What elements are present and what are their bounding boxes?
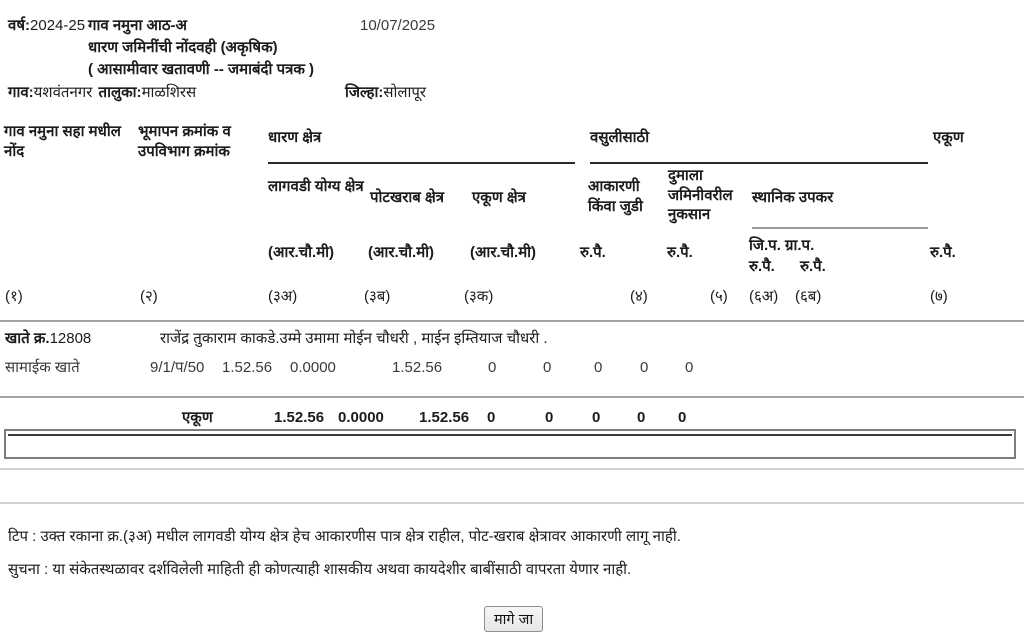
cell-dumala-loss: 0 bbox=[543, 359, 552, 376]
divider-footer-2 bbox=[0, 502, 1024, 504]
colnum-6a: (६अ) bbox=[749, 288, 779, 305]
total-cultivable-area: 1.52.56 bbox=[274, 409, 325, 426]
total-assessment: 0 bbox=[487, 409, 496, 426]
divider-footer-1 bbox=[0, 468, 1024, 470]
unit-rs-6b: रु.पै. bbox=[800, 258, 826, 275]
colnum-5: (५) bbox=[710, 288, 728, 305]
col-header-potkharab-area: पोटखराब क्षेत्र bbox=[370, 189, 445, 206]
colnum-3c: (३क) bbox=[464, 288, 494, 305]
page-title: गाव नमुना आठ-अ bbox=[88, 17, 188, 34]
year-field bbox=[8, 16, 85, 36]
empty-notes-box bbox=[4, 429, 1016, 459]
total-dumala-loss: 0 bbox=[545, 409, 554, 426]
taluka-value: माळशिरस bbox=[141, 84, 197, 101]
colnum-4: (४) bbox=[630, 288, 648, 305]
colnum-6b: (६ब) bbox=[795, 288, 822, 305]
unit-rs-7: रु.पै. bbox=[930, 244, 956, 261]
unit-zp-gp: जि.प. ग्रा.प. bbox=[749, 237, 815, 254]
totals-label: एकूण bbox=[182, 409, 213, 426]
report-date: 10/07/2025 bbox=[360, 17, 436, 34]
colnum-7: (७) bbox=[930, 288, 948, 305]
colnum-3b: (३ब) bbox=[364, 288, 391, 305]
unit-area-3b: (आर.चौ.मी) bbox=[368, 244, 435, 261]
group-header-holding-area: धारण क्षेत्र bbox=[268, 129, 322, 146]
group-header-grand-total: एकूण bbox=[933, 129, 964, 146]
total-potkharab-area: 0.0000 bbox=[338, 409, 384, 426]
total-cess-zp: 0 bbox=[592, 409, 601, 426]
village-taluka-field bbox=[8, 83, 196, 103]
year-value: 2024-25 bbox=[30, 17, 86, 34]
cell-total-area: 1.52.56 bbox=[392, 359, 443, 376]
divider-local-cess bbox=[752, 227, 928, 229]
note-disclaimer: सुचना : या संकेतस्थळावर दर्शविलेली माहिती ही कोणत्याही शासकीय अथवा कायदेशीर बाबींसाठी वापरता येणार नाही. bbox=[8, 561, 632, 578]
unit-area-3a: (आर.चौ.मी) bbox=[268, 244, 335, 261]
page-subtitle: धारण जमिनींची नोंदवही (अकृषिक) bbox=[88, 39, 278, 56]
account-holder-names: राजेंद्र तुकाराम काकडे.उम्मे उमामा मोईन चौधरी , माईन इम्तियाज चौधरी . bbox=[160, 330, 548, 347]
group-header-recovery: वसुलीसाठी bbox=[590, 129, 650, 146]
cell-cess-gp: 0 bbox=[640, 359, 649, 376]
divider-holding-group bbox=[268, 162, 575, 164]
colnum-1: (१) bbox=[5, 288, 23, 305]
col-header-local-cess: स्थानिक उपकर bbox=[752, 189, 834, 206]
table-bottom-rule bbox=[8, 434, 1012, 436]
account-number-field bbox=[5, 329, 91, 349]
cell-grand-total: 0 bbox=[685, 359, 694, 376]
village-value: यशवंतनगर bbox=[33, 84, 93, 101]
total-cess-gp: 0 bbox=[637, 409, 646, 426]
survey-number: 9/1/प/50 bbox=[150, 359, 205, 376]
unit-rs-5: रु.पै. bbox=[667, 244, 693, 261]
divider-header-body bbox=[0, 320, 1024, 322]
year-label: वर्ष: bbox=[8, 17, 31, 34]
colnum-2: (२) bbox=[140, 288, 158, 305]
col-header-total-area: एकूण क्षेत्र bbox=[472, 189, 526, 206]
cell-cultivable-area: 1.52.56 bbox=[222, 359, 273, 376]
unit-rs-6a: रु.पै. bbox=[749, 258, 775, 275]
total-area: 1.52.56 bbox=[419, 409, 470, 426]
colnum-3a: (३अ) bbox=[268, 288, 298, 305]
account-number-value: 12808 bbox=[49, 330, 92, 347]
col-header-assessment: आकारणी किंवा जुडी bbox=[588, 178, 643, 215]
divider-recovery-group bbox=[590, 162, 928, 164]
col-header-survey-no: भूमापन क्रमांक व उपविभाग क्रमांक bbox=[138, 123, 231, 160]
unit-rs-4: रु.पै. bbox=[580, 244, 606, 261]
go-back-button[interactable]: मागे जा bbox=[484, 606, 543, 632]
col-header-cultivable-area: लागवडी योग्य क्षेत्र bbox=[268, 178, 364, 195]
col-header-entry: गाव नमुना सहा मधील नोंद bbox=[4, 123, 121, 160]
note-tip: टिप : उक्त रकाना क्र.(३अ) मधील लागवडी योग्य क्षेत्र हेच आकारणीस पात्र क्षेत्र राहील, पोट-खराब क्षेत्रावर आकारणी लागू नाही. bbox=[8, 528, 681, 545]
district-label: जिल्हा: bbox=[345, 84, 384, 101]
divider-body-totals bbox=[0, 396, 1024, 398]
cell-potkharab-area: 0.0000 bbox=[290, 359, 336, 376]
account-type: सामाईक खाते bbox=[5, 359, 80, 376]
taluka-label: तालुका: bbox=[98, 84, 142, 101]
account-number-label: खाते क्र. bbox=[5, 330, 50, 347]
district-value: सोलापूर bbox=[383, 84, 427, 101]
cell-assessment: 0 bbox=[488, 359, 497, 376]
village-label: गाव: bbox=[8, 84, 34, 101]
unit-area-3c: (आर.चौ.मी) bbox=[470, 244, 537, 261]
district-field bbox=[345, 83, 426, 103]
page-subtitle-2: ( आसामीवार खतावणी -- जमाबंदी पत्रक ) bbox=[88, 61, 315, 78]
col-header-dumala-loss: दुमाला जमिनीवरील नुकसान bbox=[668, 167, 733, 223]
cell-cess-zp: 0 bbox=[594, 359, 603, 376]
total-grand: 0 bbox=[678, 409, 687, 426]
